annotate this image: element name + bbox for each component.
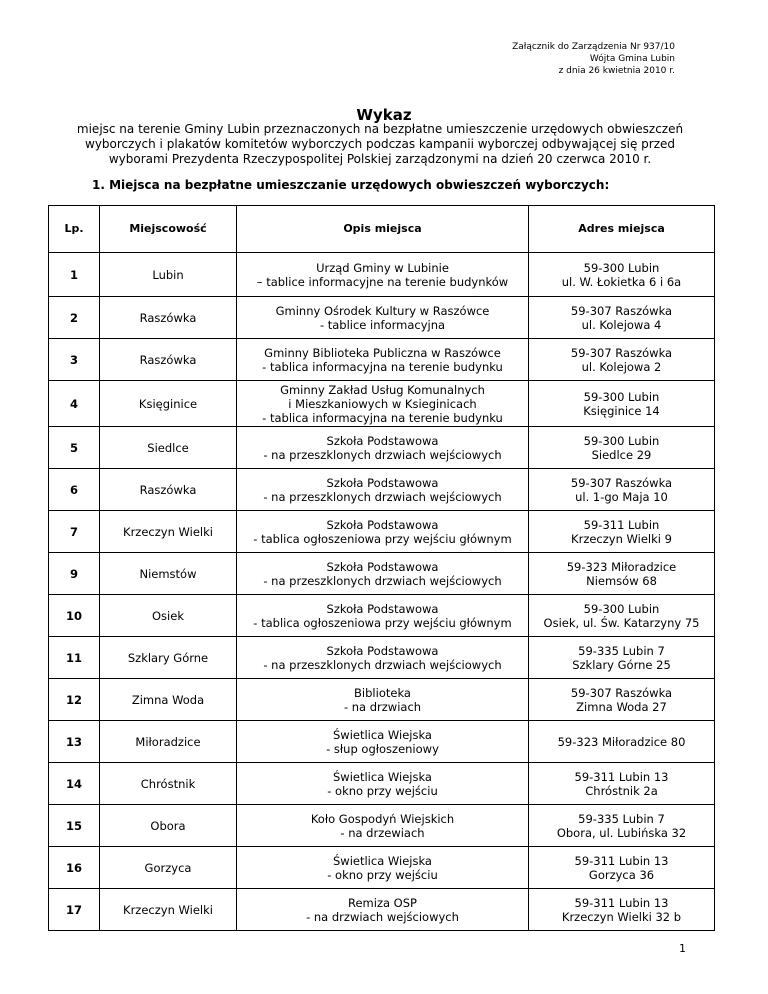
address-line: Krzeczyn Wielki 9 xyxy=(571,531,672,546)
table-row xyxy=(49,721,715,763)
description-line: - na przeszklonych drzwiach wejściowych xyxy=(263,573,502,588)
cell-description xyxy=(237,339,529,381)
document-title: Wykaz xyxy=(356,106,412,124)
cell-lp: 15 xyxy=(49,805,100,847)
description-line: - na przeszklonych drzwiach wejściowych xyxy=(263,447,502,462)
cell-description xyxy=(237,469,529,511)
table-row xyxy=(49,847,715,889)
address-line: 59-311 Lubin 13 xyxy=(574,853,669,868)
address-line: 59-300 Lubin xyxy=(583,260,660,275)
address-line: 59-307 Raszówka xyxy=(570,475,673,490)
cell-address xyxy=(529,637,715,679)
description-line: Szkoła Podstawowa xyxy=(326,559,439,574)
address-line: Gorzyca 36 xyxy=(588,867,655,882)
address-line: 59-307 Raszówka xyxy=(570,345,673,360)
address-line: 59-311 Lubin 13 xyxy=(574,769,669,784)
description-line: - okno przy wejściu xyxy=(327,783,438,798)
table-row xyxy=(49,805,715,847)
description-line: Koło Gospodyń Wiejskich xyxy=(310,811,455,826)
description-line: Urząd Gminy w Lubinie xyxy=(316,260,449,275)
cell-town: Raszówka xyxy=(100,469,237,511)
cell-town: Księginice xyxy=(100,381,237,427)
cell-town: Szklary Górne xyxy=(100,637,237,679)
table-row xyxy=(49,595,715,637)
cell-lp: 3 xyxy=(49,339,100,381)
table-row xyxy=(49,469,715,511)
cell-description xyxy=(237,679,529,721)
description-line: Szkoła Podstawowa xyxy=(326,643,439,658)
description-line: Świetlica Wiejska xyxy=(333,769,432,784)
description-line: - na drzewiach xyxy=(340,825,425,840)
description-line: - na przeszklonych drzwiach wejściowych xyxy=(263,489,502,504)
address-line: 59-323 Miłoradzice xyxy=(566,559,677,574)
cell-address xyxy=(529,511,715,553)
cell-address xyxy=(529,595,715,637)
description-line: Gminny Biblioteka Publiczna w Raszówce xyxy=(264,345,501,360)
address-line: 59-335 Lubin 7 xyxy=(578,643,665,658)
cell-lp: 4 xyxy=(49,381,100,427)
subtitle-line: miejsc na terenie Gminy Lubin przeznaczonych na bezpłatne umieszczenie urzędowych obwieszczeń xyxy=(76,122,684,136)
description-line: Biblioteka xyxy=(354,685,411,700)
cell-lp: 6 xyxy=(49,469,100,511)
address-line: Chróstnik 2a xyxy=(585,783,658,798)
description-line: Szkoła Podstawowa xyxy=(326,517,439,532)
description-line: - tablica ogłoszeniowa przy wejściu głównym xyxy=(253,615,512,630)
address-line: 59-300 Lubin xyxy=(583,433,660,448)
table-row xyxy=(49,427,715,469)
address-line: 59-335 Lubin 7 xyxy=(578,811,665,826)
description-line: - na przeszklonych drzwiach wejściowych xyxy=(263,657,502,672)
cell-town: Gorzyca xyxy=(100,847,237,889)
cell-description xyxy=(237,763,529,805)
table-row xyxy=(49,381,715,427)
address-line: Zimna Woda 27 xyxy=(576,699,667,714)
table-row xyxy=(49,253,715,297)
header-description: Opis miejsca xyxy=(237,206,529,253)
table-row xyxy=(49,679,715,721)
cell-lp: 1 xyxy=(49,253,100,297)
cell-town: Krzeczyn Wielki xyxy=(100,511,237,553)
subtitle-line: wyborczych i plakatów komitetów wyborczych podczas kampanii wyborczej odbywającej się przed xyxy=(85,137,675,151)
cell-address xyxy=(529,297,715,339)
table-row xyxy=(49,763,715,805)
description-line: Gminny Zakład Usług Komunalnych xyxy=(280,382,485,397)
cell-address xyxy=(529,847,715,889)
table-row xyxy=(49,637,715,679)
cell-lp: 14 xyxy=(49,763,100,805)
description-line: - słup ogłoszeniowy xyxy=(326,741,439,756)
address-line: Siedlce 29 xyxy=(591,447,652,462)
cell-address xyxy=(529,679,715,721)
cell-town: Raszówka xyxy=(100,339,237,381)
cell-description xyxy=(237,297,529,339)
description-line: – tablice informacyjne na terenie budynków xyxy=(256,274,509,289)
attachment-note-line: Wójta Gmina Lubin xyxy=(589,54,675,64)
cell-lp: 11 xyxy=(49,637,100,679)
address-line: Niemsów 68 xyxy=(586,573,657,588)
cell-lp: 10 xyxy=(49,595,100,637)
description-line: - na drzwiach wejściowych xyxy=(306,909,459,924)
cell-description xyxy=(237,637,529,679)
table-body xyxy=(49,253,715,931)
cell-description xyxy=(237,511,529,553)
cell-town: Lubin xyxy=(100,253,237,297)
cell-address xyxy=(529,339,715,381)
cell-town: Miłoradzice xyxy=(100,721,237,763)
address-line: 59-307 Raszówka xyxy=(570,685,673,700)
cell-description xyxy=(237,889,529,931)
table-row xyxy=(49,511,715,553)
description-line: - na drzwiach xyxy=(343,699,422,714)
cell-town: Raszówka xyxy=(100,297,237,339)
address-line: 59-311 Lubin 13 xyxy=(574,895,669,910)
address-line: Obora, ul. Lubińska 32 xyxy=(556,825,687,840)
header-lp: Lp. xyxy=(49,206,100,253)
cell-town: Krzeczyn Wielki xyxy=(100,889,237,931)
cell-description xyxy=(237,253,529,297)
description-line: Szkoła Podstawowa xyxy=(326,601,439,616)
locations-table xyxy=(48,205,715,931)
cell-lp: 9 xyxy=(49,553,100,595)
address-line: ul. Kolejowa 2 xyxy=(581,359,662,374)
cell-description xyxy=(237,805,529,847)
subtitle-line: wyborami Prezydenta Rzeczypospolitej Polskiej zarządzonymi na dzień 20 czerwca 2010 r. xyxy=(108,152,652,166)
cell-description xyxy=(237,427,529,469)
cell-lp: 13 xyxy=(49,721,100,763)
document-subtitle xyxy=(60,122,700,167)
cell-description xyxy=(237,381,529,427)
description-line: Remiza OSP xyxy=(348,895,417,910)
cell-lp: 7 xyxy=(49,511,100,553)
description-line: Świetlica Wiejska xyxy=(333,727,432,742)
cell-town: Obora xyxy=(100,805,237,847)
attachment-note-line: z dnia 26 kwietnia 2010 r. xyxy=(558,66,675,76)
cell-town: Chróstnik xyxy=(100,763,237,805)
address-line: ul. W. Łokietka 6 i 6a xyxy=(561,274,682,289)
cell-lp: 2 xyxy=(49,297,100,339)
address-line: 59-307 Raszówka xyxy=(570,303,673,318)
attachment-note xyxy=(375,41,675,77)
cell-address xyxy=(529,469,715,511)
cell-description xyxy=(237,847,529,889)
cell-lp: 17 xyxy=(49,889,100,931)
table-row xyxy=(49,553,715,595)
header-town: Miejscowość xyxy=(100,206,237,253)
page-number: 1 xyxy=(679,942,686,955)
section-heading: 1. Miejsca na bezpłatne umieszczanie urzędowych obwieszczeń wyborczych: xyxy=(92,178,610,192)
address-line: Osiek, ul. Św. Katarzyny 75 xyxy=(543,615,700,630)
cell-description xyxy=(237,553,529,595)
description-line: Świetlica Wiejska xyxy=(333,853,432,868)
cell-town: Osiek xyxy=(100,595,237,637)
table-row xyxy=(49,339,715,381)
description-line: - okno przy wejściu xyxy=(327,867,438,882)
description-line: - tablica ogłoszeniowa przy wejściu głównym xyxy=(253,531,512,546)
description-line: Szkoła Podstawowa xyxy=(326,475,439,490)
address-line: 59-311 Lubin xyxy=(583,517,660,532)
description-line: - tablica informacyjna na terenie budynku xyxy=(262,410,503,425)
cell-description xyxy=(237,595,529,637)
cell-address xyxy=(529,253,715,297)
table-row xyxy=(49,889,715,931)
address-line: ul. Kolejowa 4 xyxy=(581,317,662,332)
address-line: ul. 1-go Maja 10 xyxy=(575,489,668,504)
address-line: Krzeczyn Wielki 32 b xyxy=(561,909,682,924)
address-line: Szklary Górne 25 xyxy=(572,657,671,672)
table-row xyxy=(49,297,715,339)
cell-address xyxy=(529,805,715,847)
cell-lp: 5 xyxy=(49,427,100,469)
cell-address xyxy=(529,553,715,595)
table-header-row xyxy=(49,206,715,253)
description-line: i Mieszkaniowych w Ksieginicach xyxy=(288,396,477,411)
cell-lp: 12 xyxy=(49,679,100,721)
cell-address xyxy=(529,763,715,805)
cell-town: Zimna Woda xyxy=(100,679,237,721)
cell-address xyxy=(529,889,715,931)
cell-address xyxy=(529,721,715,763)
address-line: 59-323 Miłoradzice 80 xyxy=(557,734,686,749)
cell-town: Siedlce xyxy=(100,427,237,469)
cell-town: Niemstów xyxy=(100,553,237,595)
description-line: Gminny Ośrodek Kultury w Raszówce xyxy=(275,303,490,318)
description-line: - tablica informacyjna na terenie budynku xyxy=(262,359,503,374)
description-line: - tablice informacyjna xyxy=(319,317,446,332)
cell-lp: 16 xyxy=(49,847,100,889)
address-line: Księginice 14 xyxy=(583,403,660,418)
description-line: Szkoła Podstawowa xyxy=(326,433,439,448)
cell-address xyxy=(529,381,715,427)
address-line: 59-300 Lubin xyxy=(583,601,660,616)
cell-description xyxy=(237,721,529,763)
address-line: 59-300 Lubin xyxy=(583,389,660,404)
attachment-note-line: Załącznik do Zarządzenia Nr 937/10 xyxy=(512,42,675,52)
header-address: Adres miejsca xyxy=(529,206,715,253)
cell-address xyxy=(529,427,715,469)
